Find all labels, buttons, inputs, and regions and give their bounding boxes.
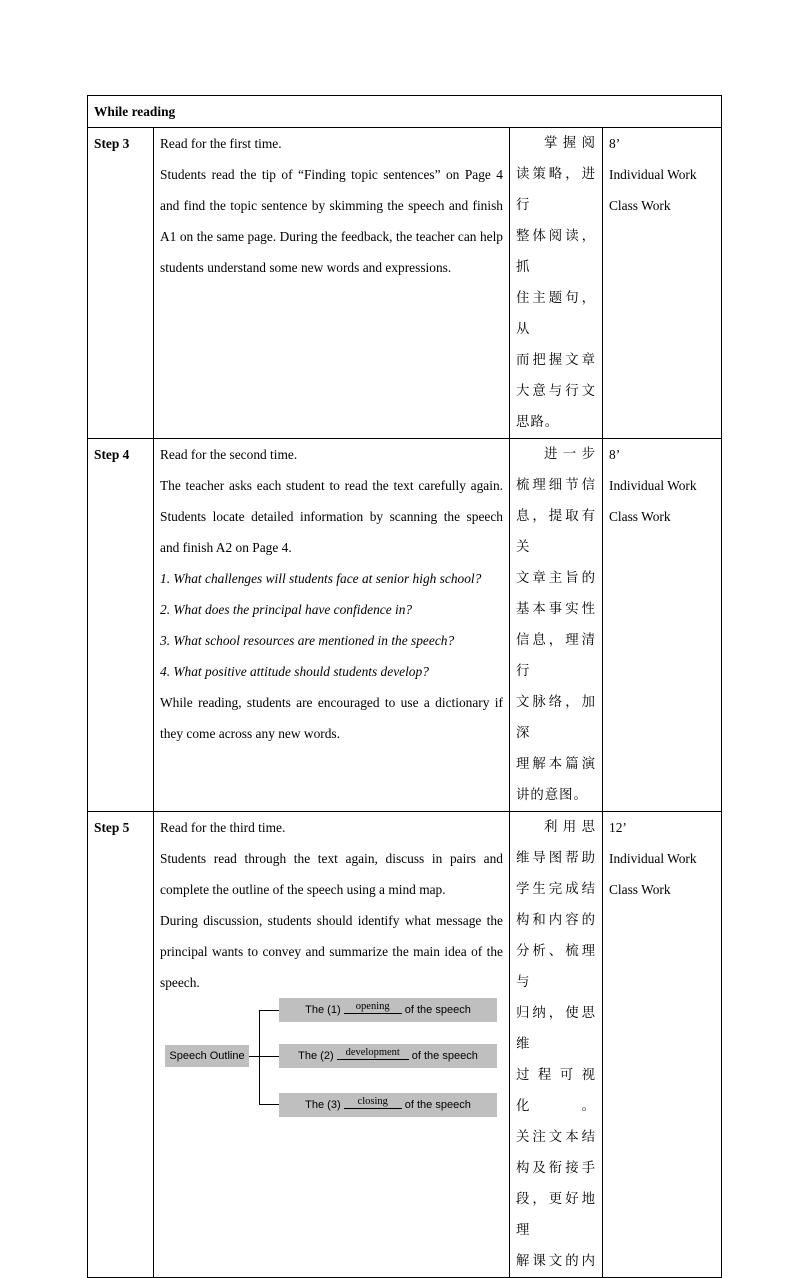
purpose-line: 归纳，使思维	[516, 1006, 596, 1052]
step-purpose	[510, 439, 603, 812]
purpose-line: 信息，理清行	[516, 633, 596, 679]
step-line: Students read through the text again, discuss in pairs and complete the outline of the speech using a mind map.	[160, 851, 503, 897]
step-purpose	[510, 812, 603, 1278]
mind-map-node	[279, 1044, 497, 1068]
step-time-forms	[603, 439, 722, 812]
step-content	[154, 812, 510, 1278]
node-answer: closing	[344, 1096, 402, 1109]
step-line: Read for the first time.	[160, 136, 282, 151]
mind-map-root: Speech Outline	[165, 1045, 249, 1067]
connector-line	[249, 1056, 259, 1057]
step-time: 8’	[609, 136, 621, 151]
purpose-line: 段，更好地理	[516, 1192, 596, 1238]
step-time: 12’	[609, 820, 627, 835]
step-line: During discussion, students should identify what message the principal wants to convey and summarize the main idea of the speech.	[160, 913, 503, 990]
connector-line	[259, 1056, 279, 1057]
purpose-line: 而把握文章	[516, 353, 596, 368]
purpose-line: 解课文的内	[516, 1254, 596, 1269]
node-suffix: of the speech	[404, 1004, 471, 1016]
step-label: Step 3	[88, 128, 154, 439]
node-suffix: of the speech	[411, 1050, 478, 1062]
mind-map-node	[279, 998, 497, 1022]
purpose-line: 学生完成结	[516, 882, 596, 897]
form-item: Class Work	[609, 198, 671, 213]
connector-line	[259, 1010, 260, 1104]
step-content	[154, 439, 510, 812]
mind-map-node	[279, 1093, 497, 1117]
purpose-line: 关注文本结	[516, 1130, 596, 1145]
step-label: Step 5	[88, 812, 154, 1278]
step-line: The teacher asks each student to read the text carefully again. Students locate detailed information by scanning the speech and finish A2 on Page 4.	[160, 478, 503, 555]
purpose-line: 利用思	[544, 820, 596, 835]
step-label: Step 4	[88, 439, 154, 812]
step-row	[88, 128, 722, 439]
step-row	[88, 439, 722, 812]
step-line: Read for the third time.	[160, 820, 286, 835]
purpose-line: 文脉络，加深	[516, 695, 596, 741]
form-item: Class Work	[609, 882, 671, 897]
step-time: 8’	[609, 447, 621, 462]
purpose-line: 大意与行文	[516, 384, 596, 399]
question-item: 3. What school resources are mentioned in the speech?	[160, 633, 455, 648]
form-item: Class Work	[609, 509, 671, 524]
connector-line	[259, 1010, 279, 1011]
form-item: Individual Work	[609, 167, 697, 182]
node-prefix: The (2)	[298, 1050, 334, 1062]
question-item: 4. What positive attitude should students develop?	[160, 664, 429, 679]
purpose-line: 讲的意图。	[516, 788, 588, 803]
step-line: While reading, students are encouraged to use a dictionary if they come across any new words.	[160, 695, 503, 741]
purpose-line: 过程可视化。	[516, 1068, 596, 1114]
purpose-line: 思路。	[516, 415, 560, 430]
purpose-line: 维导图帮助	[516, 851, 596, 866]
step-time-forms	[603, 128, 722, 439]
node-suffix: of the speech	[404, 1099, 471, 1111]
purpose-line: 读策略，进行	[516, 167, 596, 213]
form-item: Individual Work	[609, 478, 697, 493]
node-prefix: The (1)	[305, 1004, 341, 1016]
speech-outline-mind-map	[160, 998, 503, 1148]
question-item: 1. What challenges will students face at senior high school?	[160, 571, 482, 586]
purpose-line: 构和内容的	[516, 913, 596, 928]
lesson-plan-table	[87, 95, 722, 1278]
node-prefix: The (3)	[305, 1099, 341, 1111]
form-item: Individual Work	[609, 851, 697, 866]
section-title: While reading	[88, 96, 722, 128]
purpose-line: 基本事实性	[516, 602, 596, 617]
step-line: Students read the tip of “Finding topic sentences” on Page 4 and find the topic sentence by skimming the speech and finish A1 on the same page. During the feedback, the teacher can help students understand some new words and expressions.	[160, 167, 503, 275]
purpose-line: 理解本篇演	[516, 757, 596, 772]
purpose-line: 进一步	[544, 447, 596, 462]
purpose-line: 文章主旨的	[516, 571, 596, 586]
step-content	[154, 128, 510, 439]
node-answer: opening	[344, 1001, 402, 1014]
purpose-line: 梳理细节信	[516, 478, 596, 493]
question-item: 2. What does the principal have confidence in?	[160, 602, 413, 617]
purpose-line: 住主题句，从	[516, 291, 596, 337]
purpose-line: 构及衔接手	[516, 1161, 596, 1176]
step-time-forms	[603, 812, 722, 1278]
purpose-line: 掌握阅	[544, 136, 596, 151]
step-line: Read for the second time.	[160, 447, 298, 462]
node-answer: development	[337, 1047, 409, 1060]
purpose-line: 息，提取有关	[516, 509, 596, 555]
purpose-line: 整体阅读，抓	[516, 229, 596, 275]
connector-line	[259, 1104, 279, 1105]
purpose-line: 分析、梳理与	[516, 944, 596, 990]
step-purpose	[510, 128, 603, 439]
step-row	[88, 812, 722, 1278]
